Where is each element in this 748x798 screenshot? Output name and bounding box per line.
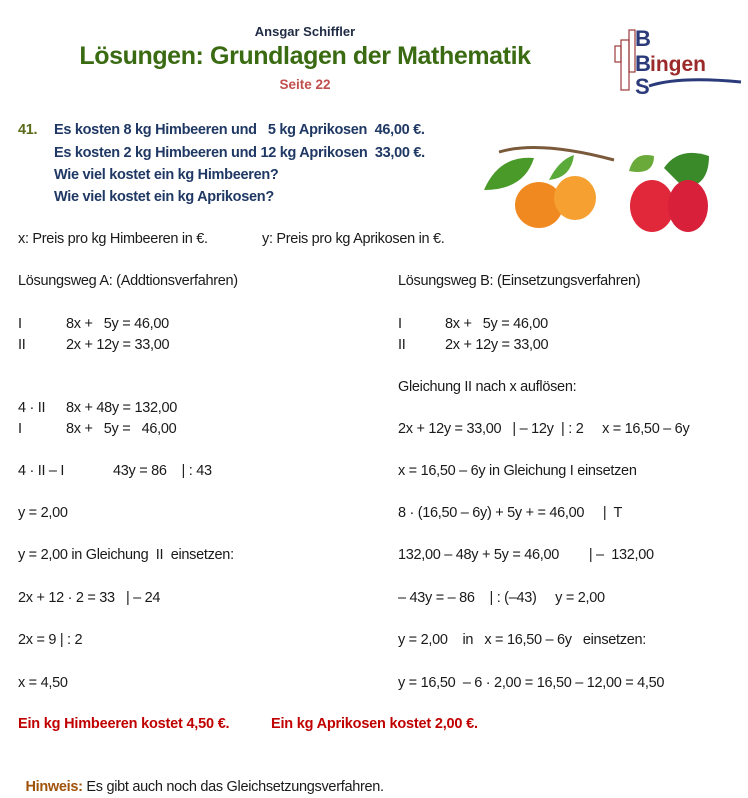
svg-text:B: B — [634, 26, 651, 51]
equation-label: I — [18, 421, 22, 437]
page-number: Seite 22 — [279, 77, 331, 92]
problem-line: Wie viel kostet ein kg Himbeeren? — [54, 167, 279, 183]
solution-step: x = 4,50 — [18, 675, 68, 691]
equation: 8x + 5y = 46,00 — [445, 316, 548, 332]
solution-step: 8 · (16,50 – 6y) + 5y + = 46,00 | T — [398, 505, 623, 521]
equation: 8x + 5y = 46,00 — [66, 421, 177, 437]
method-a-heading: Lösungsweg A: (Addtionsverfahren) — [18, 273, 238, 289]
solution-step: y = 2,00 — [18, 505, 68, 521]
solution-step: 132,00 – 48y + 5y = 46,00 | – 132,00 — [398, 547, 654, 563]
solution-step: y = 2,00 in x = 16,50 – 6y einsetzen: — [398, 632, 646, 648]
equation-label: I — [398, 316, 402, 332]
raspberry-image — [615, 128, 710, 218]
equation: 2x + 12y = 33,00 — [445, 337, 549, 353]
page-title: Lösungen: Grundlagen der Mathematik — [79, 42, 531, 70]
author: Ansgar Schiffler — [254, 24, 356, 39]
solution-step: y = 2,00 in Gleichung II einsetzen: — [18, 547, 234, 563]
problem-line: Es kosten 8 kg Himbeeren und 5 kg Aprikosen 46,00 €. — [54, 122, 425, 138]
equation-label: II — [398, 337, 406, 353]
solution-step: 2x + 12y = 33,00 | – 12y | : 2 x = 16,50 – 6y — [398, 421, 690, 437]
problem-line: Es kosten 2 kg Himbeeren und 12 kg Aprikosen 33,00 €. — [54, 145, 425, 161]
variable-x-definition: x: Preis pro kg Himbeeren in €. — [18, 231, 208, 247]
equation-label: II — [18, 337, 26, 353]
equation-label: 4 · II – I — [18, 463, 65, 479]
svg-text:B: B — [634, 51, 651, 76]
svg-text:ingen: ingen — [649, 53, 706, 76]
hint-text: Es gibt auch noch das Gleichsetzungsverfahren. — [82, 779, 384, 795]
solution-step: Gleichung II nach x auflösen: — [398, 379, 577, 395]
apricot-image — [470, 122, 610, 212]
equation: 8x + 5y = 46,00 — [66, 316, 169, 332]
hint-label: Hinweis: — [25, 779, 83, 795]
equation-label: 4 · II — [18, 400, 46, 416]
variable-y-definition: y: Preis pro kg Aprikosen in €. — [262, 231, 445, 247]
bbs-bingen-logo — [600, 6, 735, 96]
equation: 8x + 48y = 132,00 — [66, 400, 177, 416]
hint — [18, 760, 384, 796]
equation: 43y = 86 | : 43 — [113, 463, 212, 479]
solution-step: 2x = 9 | : 2 — [18, 632, 83, 648]
solution-step: y = 16,50 – 6 · 2,00 = 16,50 – 12,00 = 4,50 — [398, 675, 665, 691]
equation: 2x + 12y = 33,00 — [66, 337, 170, 353]
solution-step: 2x + 12 · 2 = 33 | – 24 — [18, 590, 161, 606]
problem-line: Wie viel kostet ein kg Aprikosen? — [54, 189, 274, 205]
answer-raspberries: Ein kg Himbeeren kostet 4,50 €. — [18, 716, 230, 732]
solution-step: – 43y = – 86 | : (–43) y = 2,00 — [398, 590, 605, 606]
solution-step: x = 16,50 – 6y in Gleichung I einsetzen — [398, 463, 637, 479]
answer-apricots: Ein kg Aprikosen kostet 2,00 €. — [271, 716, 478, 732]
svg-text:S: S — [634, 74, 650, 96]
method-b-heading: Lösungsweg B: (Einsetzungsverfahren) — [398, 273, 641, 289]
equation-label: I — [18, 316, 22, 332]
problem-number: 41. — [18, 122, 38, 138]
